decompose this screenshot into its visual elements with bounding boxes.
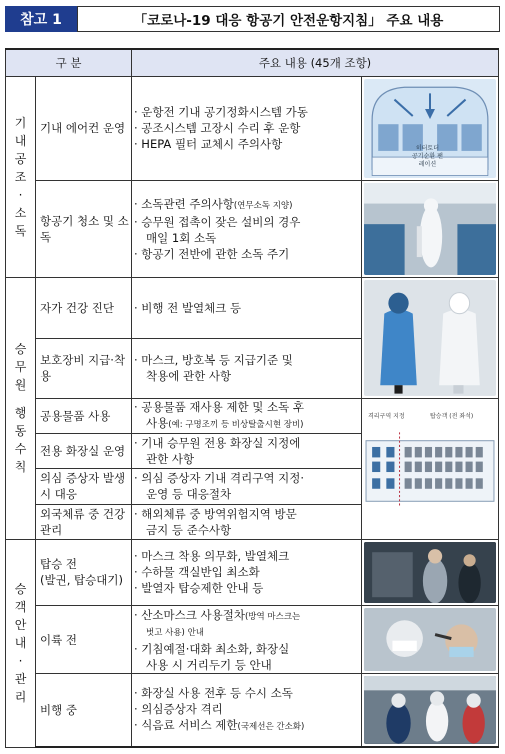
- content-overseas-stay: · 해외체류 중 방역위험지역 방문 금지 등 준수사항: [132, 504, 362, 539]
- table-row: [6, 398, 499, 433]
- header-category: 구 분: [6, 49, 132, 77]
- diagram-label: 히터토더: [415, 145, 440, 152]
- page-header: [5, 6, 500, 32]
- item-aircon: 기내 에어컨 운영: [36, 77, 132, 181]
- content-before-takeoff: · 산소마스크 사용절차(방역 마스크는 벗고 사용) 안내 · 기침예절·대화 최소화, 화장실 사용 시 거리두기 등 안내: [132, 606, 362, 674]
- content-in-flight: · 화장실 사용 전후 등 수시 소독 · 의심증상자 격리 · 식음료 서비스 제한(국제선은 간소화): [132, 674, 362, 747]
- content-suspected-case: · 의심 증상자 기내 격리구역 지정· 운영 등 대응절차: [132, 469, 362, 504]
- item-overseas-stay: 외국체류 중 건강관리: [36, 504, 132, 539]
- table-header-row: [6, 49, 499, 77]
- item-before-takeoff: 이륙 전: [36, 606, 132, 674]
- temperature-check-photo: [362, 606, 499, 674]
- item-before-boarding: 탑승 전 (발권, 탑승대기): [36, 539, 132, 605]
- item-cleaning: 항공기 청소 및 소독: [36, 180, 132, 278]
- inline-note: (예: 구명조끼 등 비상탈출시현 장비): [168, 420, 304, 431]
- document-title: 「코로나-19 대응 항공기 안전운항지침」 주요 내용: [77, 6, 500, 32]
- table-row: [6, 180, 499, 278]
- inline-note: (국제선은 간소화): [237, 722, 305, 733]
- boarding-photo: [362, 539, 499, 605]
- item-suspected-case: 의심 증상자 발생 시 대응: [36, 469, 132, 504]
- guideline-table: [5, 48, 499, 748]
- table-row: [6, 77, 499, 181]
- content-before-boarding: · 마스크 착용 의무화, 발열체크 · 수하물 객실반입 최소화 · 발열자 탑승제한 안내 등: [132, 539, 362, 605]
- diagram-label: 레이션: [418, 161, 437, 168]
- content-cleaning: · 소독관련 주의사항(연무소독 지양) · 승무원 접촉이 잦은 설비의 경우 매일 1회 소독 · 항공기 전반에 관한 소독 주기: [132, 180, 362, 278]
- content-crew-restroom: · 기내 승무원 전용 화장실 지정에 관한 사항: [132, 434, 362, 469]
- item-protective-gear: 보호장비 지급·착용: [36, 338, 132, 398]
- aircon-diagram: [362, 77, 499, 181]
- category-crew: 승 무 원 행 동 수 칙: [6, 278, 36, 540]
- item-shared-items: 공용물품 사용: [36, 398, 132, 433]
- table-row: [6, 539, 499, 605]
- item-in-flight: 비행 중: [36, 674, 132, 747]
- inline-note: (연무소독 지양): [233, 200, 293, 211]
- content-protective-gear: · 마스크, 방호복 등 지급기준 및 착용에 관한 사항: [132, 338, 362, 398]
- protective-gear-photo: [362, 278, 499, 399]
- content-shared-items: · 공용물품 재사용 제한 및 소독 후 사용(예: 구명조끼 등 비상탈출시현 장비): [132, 398, 362, 433]
- table-row: [6, 674, 499, 747]
- content-aircon: · 운항전 기내 공기정화시스템 가동 · 공조시스템 고장시 수리 후 운항 · HEPA 필터 교체시 주의사항: [132, 77, 362, 181]
- item-crew-restroom: 전용 화장실 운영: [36, 434, 132, 469]
- diagram-label: 공기순환 팬: [412, 153, 443, 160]
- content-self-check: · 비행 전 발열체크 등: [132, 278, 362, 338]
- diagram-label: 탑승객 (전 좌석): [430, 412, 474, 420]
- inline-note: (방역 마스크는: [244, 611, 301, 622]
- cabin-layout-diagram: [362, 398, 499, 539]
- cleaning-photo: [362, 180, 499, 278]
- table-row: [6, 606, 499, 674]
- category-cabin-air: 기 내 공 조 · 소 독: [6, 77, 36, 278]
- in-flight-photo: [362, 674, 499, 747]
- header-content: 주요 내용 (45개 조항): [132, 49, 499, 77]
- item-self-check: 자가 건강 진단: [36, 278, 132, 338]
- table-row: [6, 278, 499, 338]
- reference-badge: 참고 1: [5, 6, 77, 32]
- diagram-label: 격리구역 지정: [368, 412, 405, 420]
- category-passenger: 승 객 안 내 · 관 리: [6, 539, 36, 747]
